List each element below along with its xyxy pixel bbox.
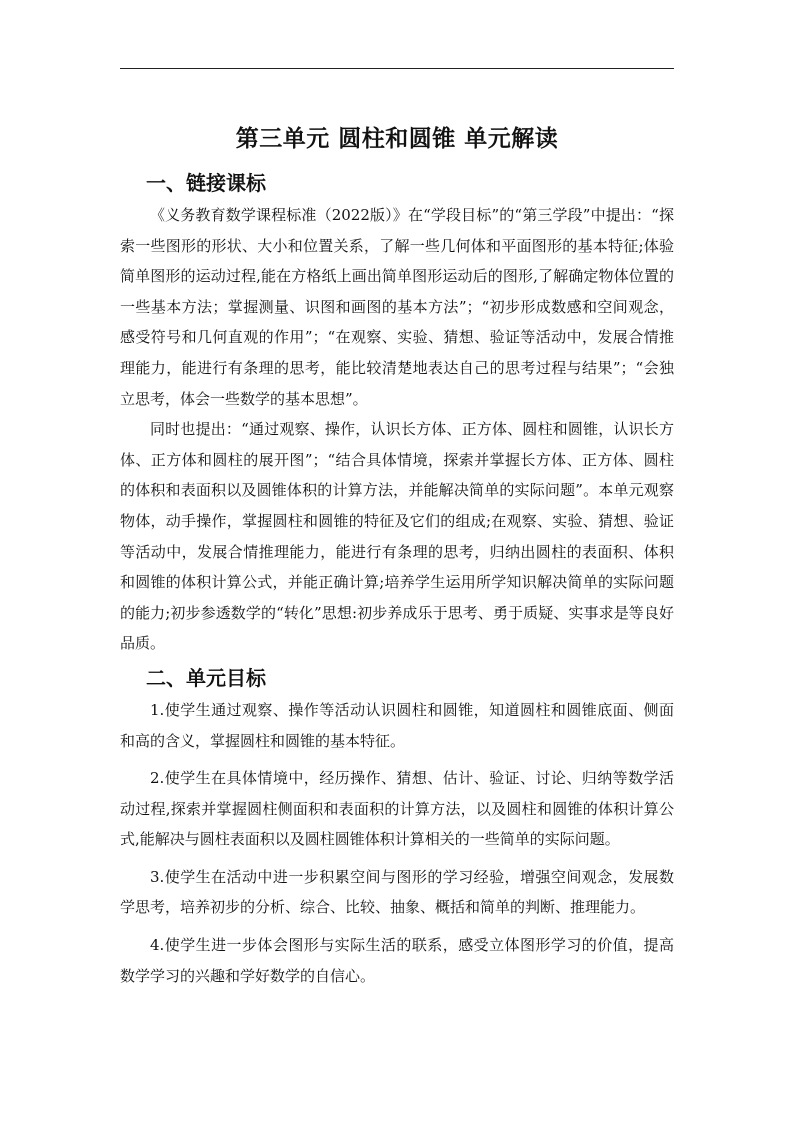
goal-item: 4.使学生进一步体会图形与实际生活的联系，感受立体图形学习的价值，提高数学学习的兴趣和学好数学的自信心。 [120,936,674,985]
section-curriculum-link [120,166,674,659]
header-rule [120,68,674,69]
section-unit-goals [120,661,674,991]
goal-item: 3.使学生在活动中进一步积累空间与图形的学习经验，增强空间观念，发展数学思考，培养初步的分析、综合、比较、抽象、概括和简单的判断、推理能力。 [120,867,674,917]
section-heading: 一、链接课标 [146,171,266,195]
goal-item: 1.使学生通过观察、操作等活动认识圆柱和圆锥，知道圆柱和圆锥底面、侧面和高的含义，掌握圆柱和圆锥的基本特征。 [120,700,674,750]
goal-item: 2.使学生在具体情境中，经历操作、猜想、估计、验证、讨论、归纳等数学活动过程,探索并掌握圆柱侧面积和表面积的计算方法，以及圆柱和圆锥的体积计算公式,能解决与圆柱表面积以及圆柱圆锥体积计算相关的一些简单的实际问题。 [120,769,674,849]
document-body [120,116,674,998]
document-title: 第三单元 圆柱和圆锥 单元解读 [235,125,559,152]
section-heading: 二、单元目标 [146,665,266,690]
paragraph: 同时也提出：“通过观察、操作，认识长方体、正方体、圆柱和圆锥，认识长方体、正方体和圆柱的展开图”；“结合具体情境，探索并掌握长方体、正方体、圆柱的体积和表面积以及圆锥体积的计算方法，并能解决简单的实际问题”。本单元观察物体，动手操作，掌握圆柱和圆锥的特征及它们的组成;在观察、实验、猜想、验证等活动中，发展合情推理能力，能进行有条理的思考，归纳出圆柱的表面积、体积和圆锥的体积计算公式，并能正确计算;培养学生运用所学知识解决简单的实际问题的能力;初步参透数学的“转化”思想:初步养成乐于思考、勇于质疑、实事求是等良好品质。 [120,420,674,653]
paragraph: 《义务教育数学课程标准（2022版）》在“学段目标”的“第三学段”中提出：“探索一些图形的形状、大小和位置关系，了解一些几何体和平面图形的基本特征;体验简单图形的运动过程,能在方格纸上画出简单图形运动后的图形,了解确定物体位置的一些基本方法；掌握测量、识图和画图的基本方法”；“初步形成数感和空间观念，感受符号和几何直观的作用”；“在观察、实验、猜想、验证等活动中，发展合情推理能力，能进行有条理的思考，能比较清楚地表达自己的思考过程与结果”；“会独立思考，体会一些数学的基本思想”。 [120,206,674,408]
